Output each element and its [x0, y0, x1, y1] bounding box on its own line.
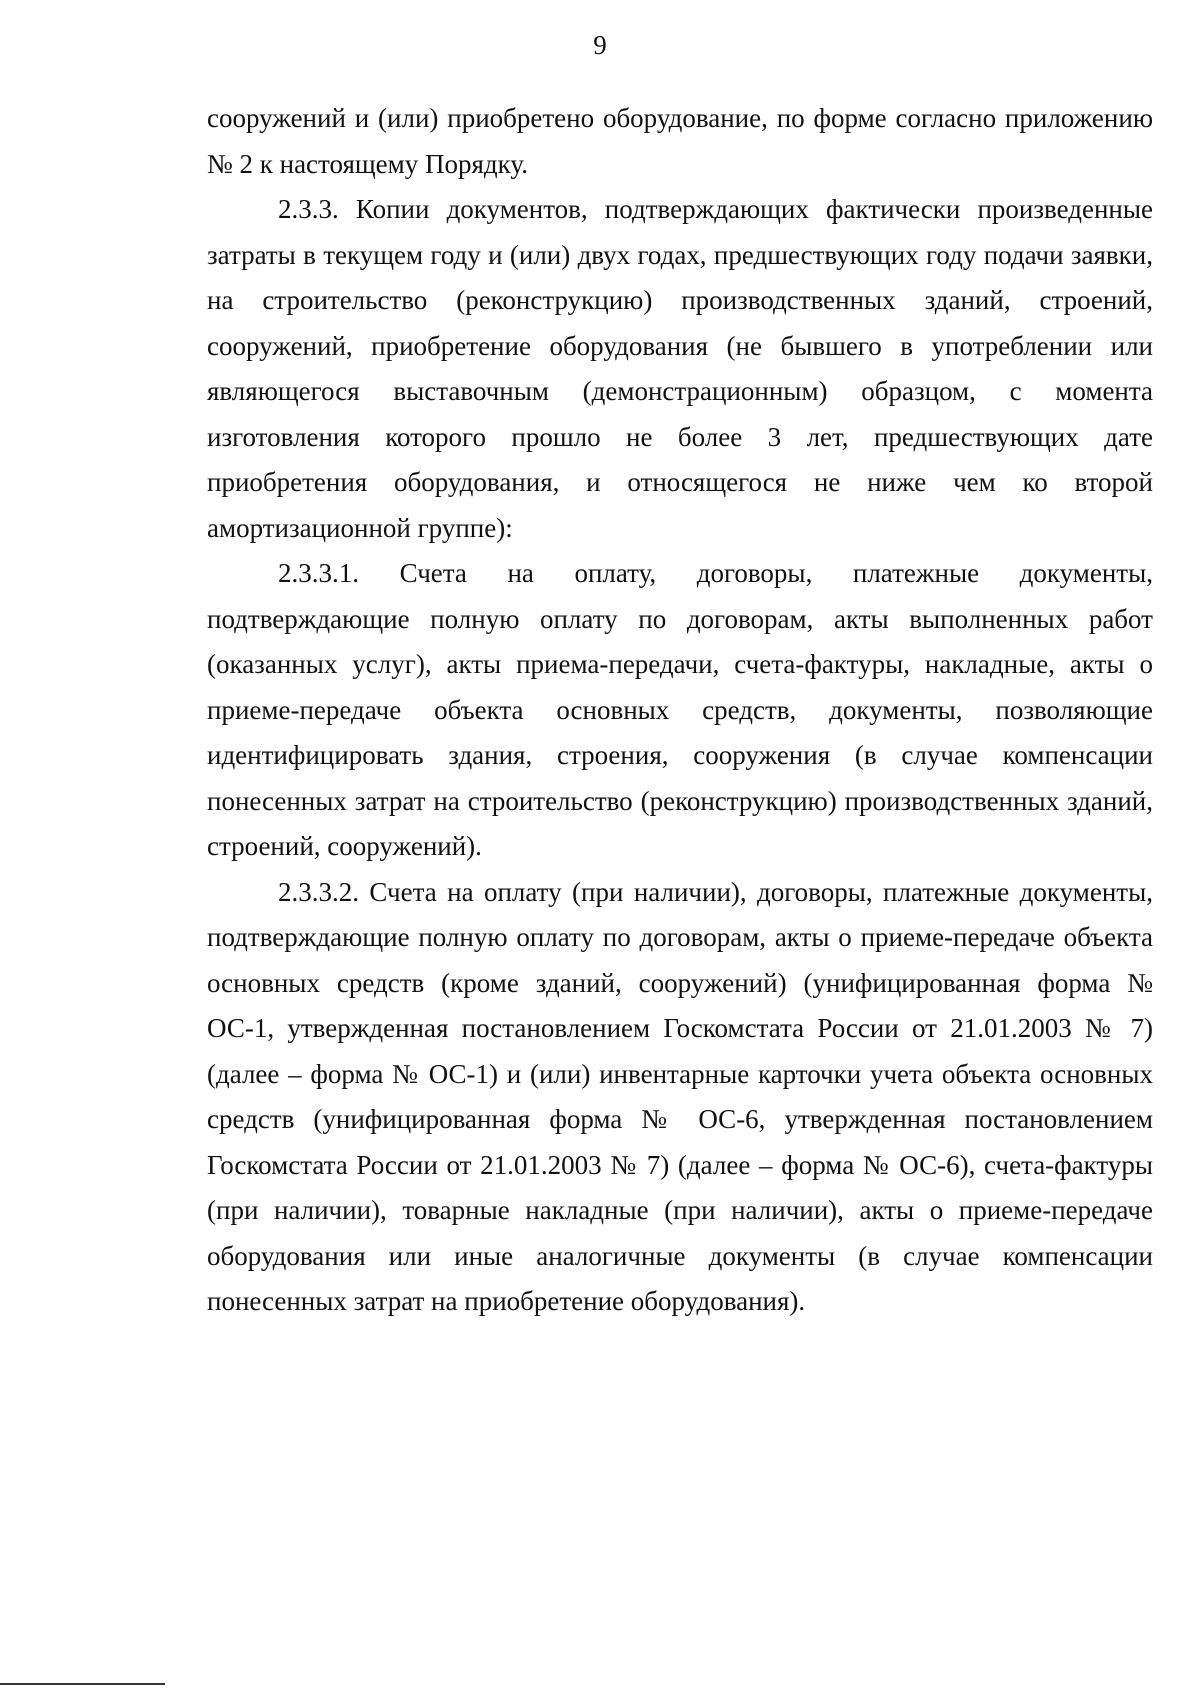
footer-rule: [0, 1683, 165, 1685]
page-number: 9: [593, 30, 607, 60]
paragraph-continuation: сооружений и (или) приобретено оборудование, по форме согласно приложению № 2 к настоящему Порядку.: [207, 103, 1153, 179]
paragraph-2-3-3-2: 2.3.3.2. Счета на оплату (при наличии), договоры, платежные документы, подтверждающие полную оплату по договорам, акты о приеме-передаче объекта основных средств (кроме зданий, сооружений) (унифицированная форма № ОС-1, утвержденная постановлением Госкомстата России от 21.01.2003 № 7) (далее – форма № ОС-1) и (или) инвентарные карточки учета объекта основных средств (унифицированная форма № ОС-6, утвержденная постановлением Госкомстата России от 21.01.2003 № 7) (далее – форма № ОС-6), счета-фактуры (при наличии), товарные накладные (при наличии), акты о приеме-передаче оборудования или иные аналогичные документы (в случае компенсации понесенных затрат на приобретение оборудования).: [207, 876, 1153, 1316]
paragraph-2-3-3-1: 2.3.3.1. Счета на оплату, договоры, платежные документы, подтверждающие полную оплату по договорам, акты выполненных работ (оказанных услуг), акты приема-передачи, счета-фактуры, накладные, акты о приеме-передаче объекта основных средств, документы, позволяющие идентифицировать здания, строения, сооружения (в случае компенсации понесенных затрат на строительство (реконструкцию) производственных зданий, строений, сооружений).: [207, 558, 1153, 861]
paragraph-2-3-3: 2.3.3. Копии документов, подтверждающих фактически произведенные затраты в текущем году и (или) двух годах, предшествующих году подачи заявки, на строительство (реконструкцию) производственных зданий, строений, сооружений, приобретение оборудования (не бывшего в употреблении или являющегося выставочным (демонстрационным) образцом, с момента изготовления которого прошло не более 3 лет, предшествующих дате приобретения оборудования, и относящегося не ниже чем ко второй амортизационной группе):: [207, 194, 1153, 543]
document-body: [207, 96, 1153, 1325]
